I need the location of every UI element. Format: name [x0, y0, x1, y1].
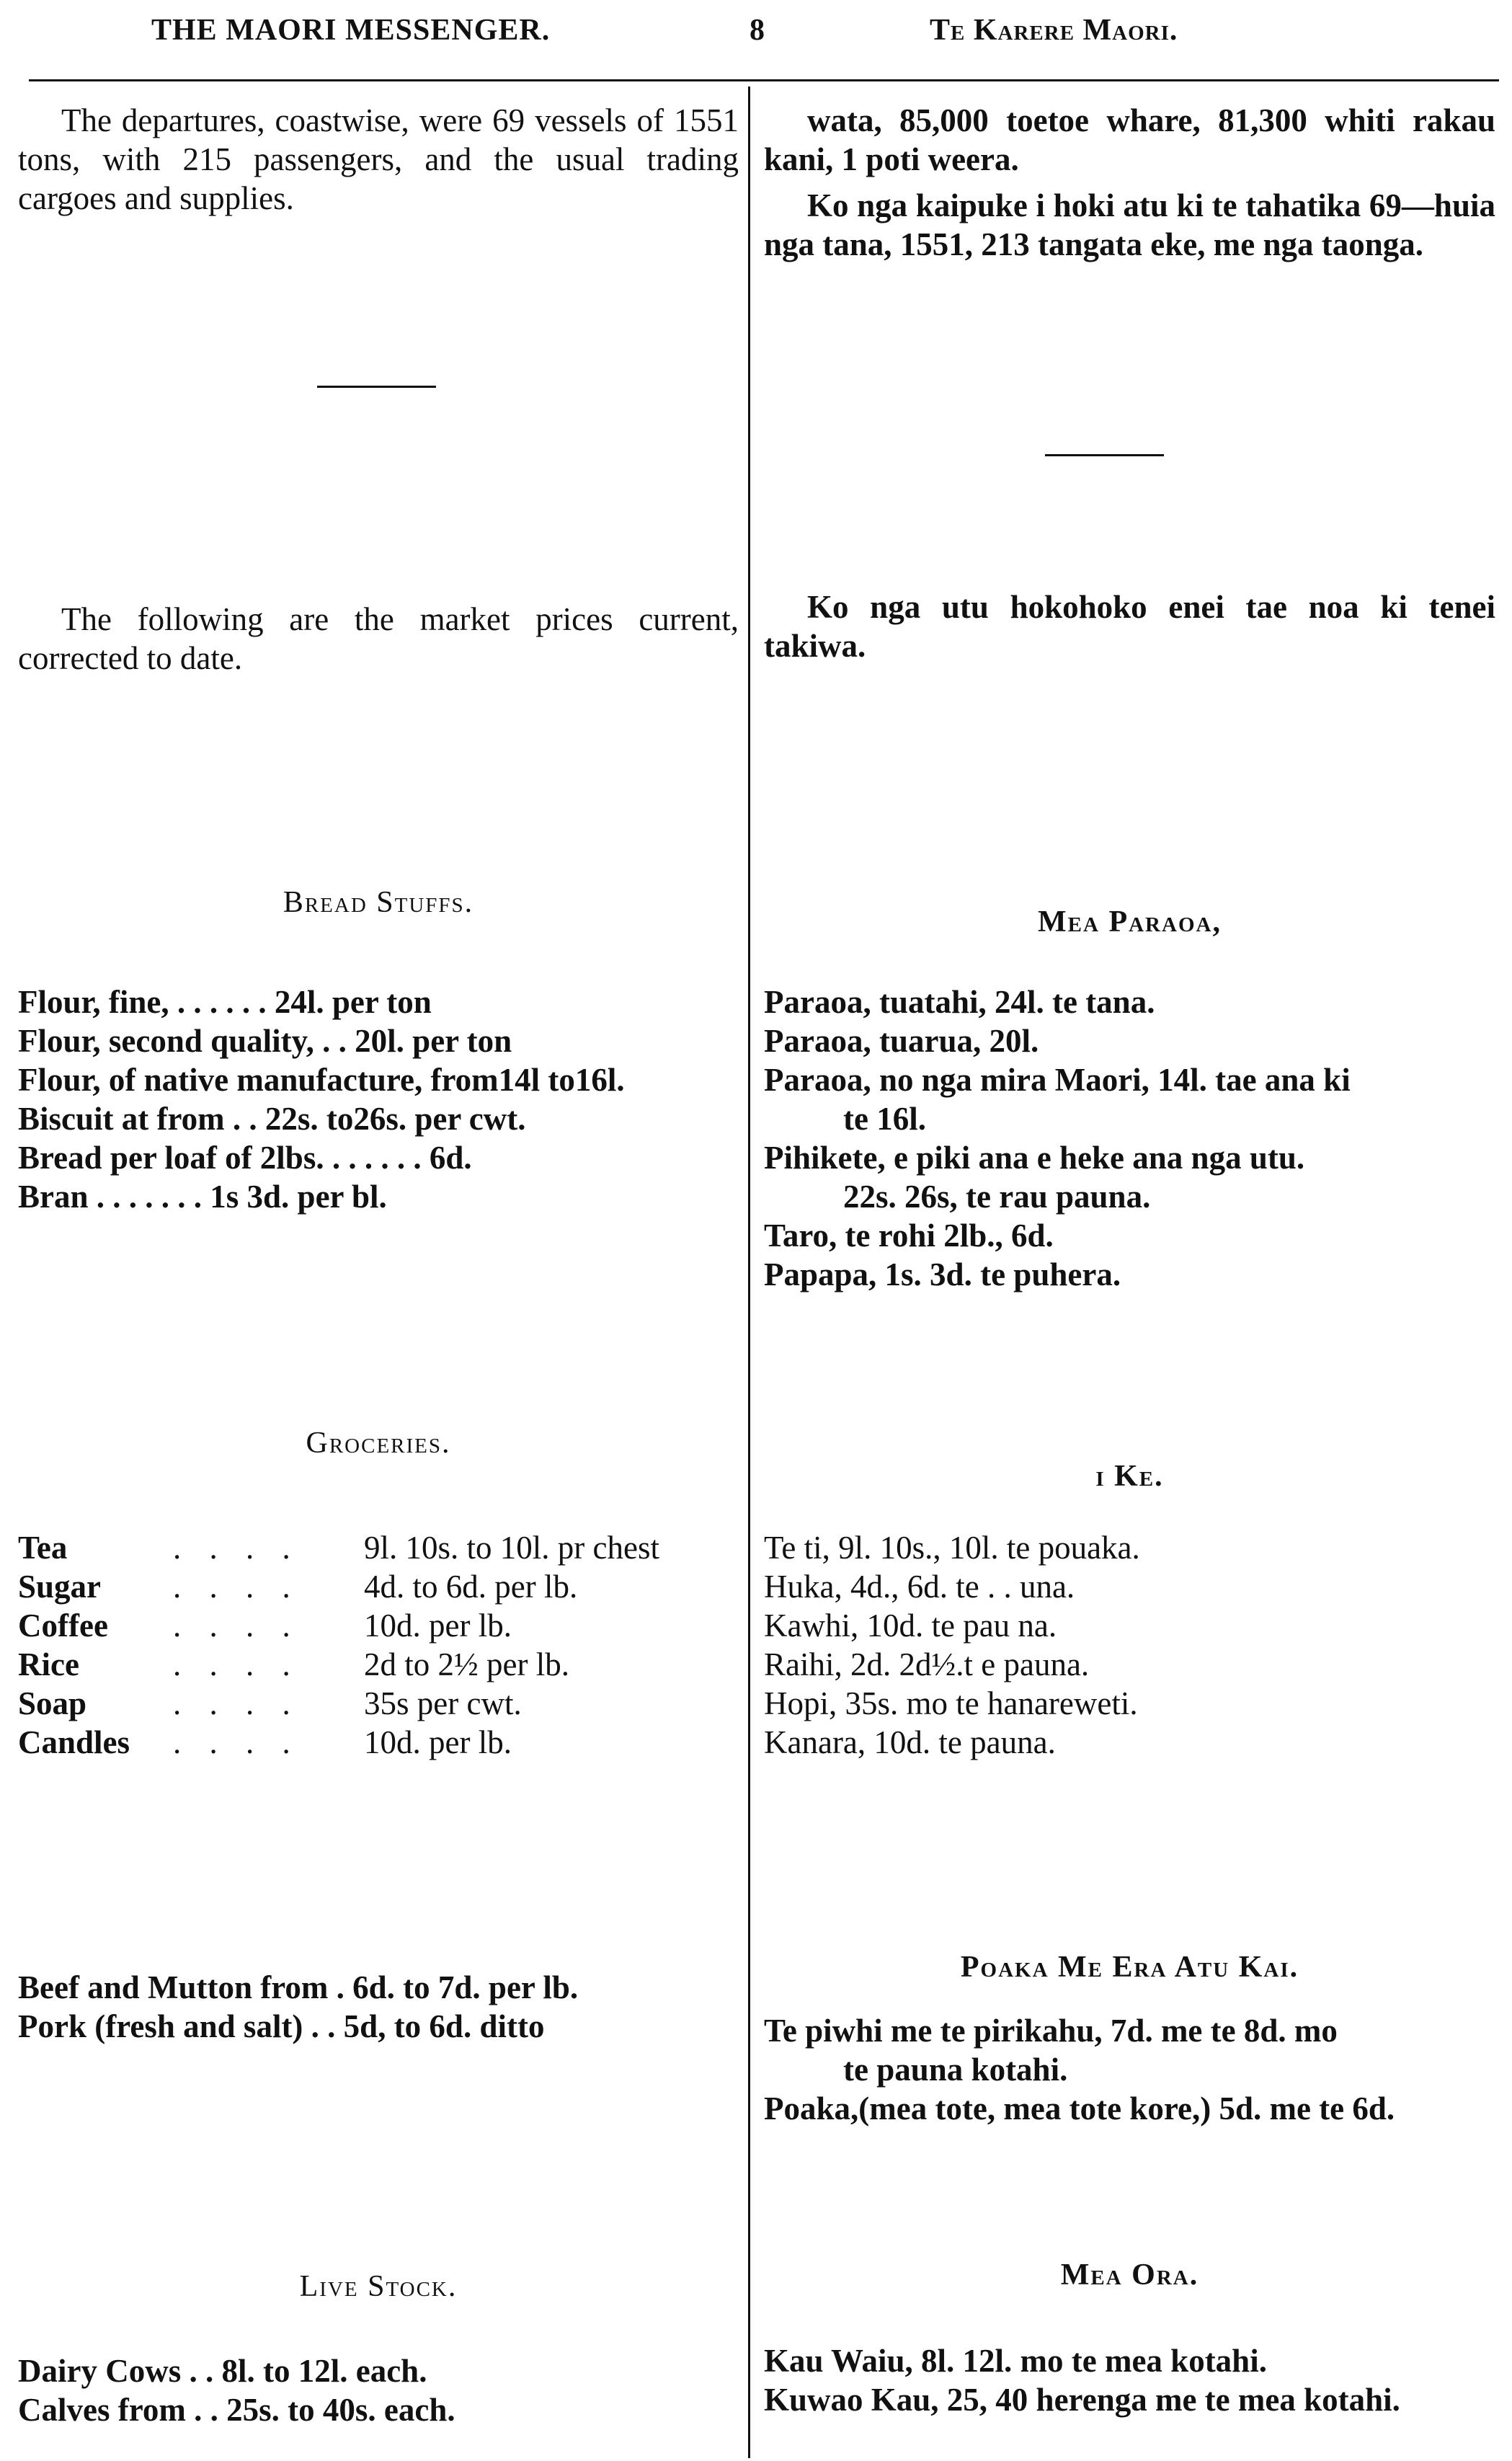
livestock-row-mi: Kuwao Kau, 25, 40 herenga me te mea kotahi. — [764, 2382, 1400, 2418]
grocery-item: Rice — [18, 1646, 79, 1682]
livestock-list-mi — [764, 2341, 1495, 2419]
departures-mi-text-1: wata, 85,000 toetoe whare, 81,300 whiti rakau kani, 1 poti weera. — [764, 102, 1495, 177]
groceries-row — [18, 1684, 739, 1723]
market-intro-mi — [764, 587, 1495, 665]
section-rule — [1045, 454, 1164, 456]
groceries-row — [18, 1528, 739, 1567]
grocery-dots: . . . . — [173, 1569, 301, 1605]
grocery-price: 10d. per lb. — [364, 1608, 512, 1644]
groceries-table-en — [18, 1528, 739, 1762]
groceries-row — [18, 1567, 739, 1606]
bread-title-mi: Mea Paraoa, — [1038, 905, 1222, 939]
grocery-price: 4d. to 6d. per lb. — [364, 1569, 578, 1605]
departures-mi — [764, 101, 1495, 264]
header-right-title: Te Karere Maori. — [930, 14, 1178, 47]
grocery-row-mi: Kanara, 10d. te pauna. — [764, 1724, 1056, 1760]
bread-row-en: Flour, second quality, . . 20l. per ton — [18, 1023, 512, 1059]
bread-row-mi: Paraoa, tuatahi, 24l. te tana. — [764, 984, 1155, 1020]
bread-row-mi: Pihikete, e piki ana e heke ana nga utu. — [764, 1140, 1305, 1176]
grocery-item: Coffee — [18, 1608, 108, 1644]
bread-row-mi: Paraoa, no nga mira Maori, 14l. tae ana ki — [764, 1062, 1351, 1098]
livestock-title-mi: Mea Ora. — [1060, 2258, 1199, 2292]
groceries-row — [18, 1606, 739, 1645]
livestock-list-en — [18, 2351, 739, 2429]
bread-row-mi: te 16l. — [843, 1101, 926, 1137]
market-intro-en — [18, 600, 739, 678]
groceries-title-mi: i Ke. — [1095, 1460, 1164, 1493]
grocery-row-mi: Huka, 4d., 6d. te . . una. — [764, 1569, 1075, 1605]
market-intro-en-text: The following are the market prices current, corrected to date. — [18, 601, 739, 676]
livestock-row-mi: Kau Waiu, 8l. 12l. mo te mea kotahi. — [764, 2343, 1267, 2379]
departures-en — [18, 101, 739, 218]
header-left-title: THE MAORI MESSENGER. — [151, 14, 551, 47]
grocery-item: Sugar — [18, 1569, 102, 1605]
meat-list-en — [18, 1968, 739, 2046]
meat-row-en: Beef and Mutton from . 6d. to 7d. per lb. — [18, 1969, 579, 2005]
bread-row-mi: Taro, te rohi 2lb., 6d. — [764, 1218, 1054, 1254]
bread-row-mi: 22s. 26s, te rau pauna. — [843, 1179, 1151, 1215]
grocery-item: Soap — [18, 1685, 87, 1721]
livestock-title-en: Live Stock. — [299, 2270, 458, 2303]
bread-row-en: Biscuit at from . . 22s. to26s. per cwt. — [18, 1101, 526, 1137]
grocery-price: 10d. per lb. — [364, 1724, 512, 1760]
groceries-row — [18, 1645, 739, 1684]
meat-list-mi — [764, 2011, 1495, 2128]
bread-row-mi: Paraoa, tuarua, 20l. — [764, 1023, 1039, 1059]
grocery-row-mi: Raihi, 2d. 2d½.t e pauna. — [764, 1646, 1090, 1682]
grocery-row-mi: Te ti, 9l. 10s., 10l. te pouaka. — [764, 1530, 1140, 1566]
market-intro-mi-text: Ko nga utu hokohoko enei tae noa ki tenei takiwa. — [764, 589, 1495, 664]
bread-row-mi: Papapa, 1s. 3d. te puhera. — [764, 1256, 1121, 1292]
page-number: 8 — [750, 14, 765, 47]
livestock-row-en: Dairy Cows . . 8l. to 12l. each. — [18, 2353, 427, 2389]
bread-list-mi — [764, 983, 1495, 1294]
bread-row-en: Flour, of native manufacture, from14l to16l. — [18, 1062, 625, 1098]
grocery-row-mi: Kawhi, 10d. te pau na. — [764, 1608, 1057, 1644]
grocery-price: 35s per cwt. — [364, 1685, 522, 1721]
bread-row-en: Bran . . . . . . . 1s 3d. per bl. — [18, 1179, 387, 1215]
grocery-price: 2d to 2½ per lb. — [364, 1646, 569, 1682]
grocery-dots: . . . . — [173, 1530, 301, 1566]
grocery-dots: . . . . — [173, 1646, 301, 1682]
header-rule — [29, 79, 1499, 81]
bread-row-en: Flour, fine, . . . . . . 24l. per ton — [18, 984, 432, 1020]
groceries-title-en: Groceries. — [306, 1427, 451, 1460]
grocery-item: Tea — [18, 1530, 68, 1566]
groceries-list-mi — [764, 1528, 1495, 1762]
livestock-row-en: Calves from . . 25s. to 40s. each. — [18, 2392, 455, 2428]
grocery-dots: . . . . — [173, 1724, 301, 1760]
bread-list-en — [18, 983, 739, 1216]
bread-row-en: Bread per loaf of 2lbs. . . . . . . 6d. — [18, 1140, 472, 1176]
meat-row-mi: te pauna kotahi. — [843, 2052, 1068, 2088]
meat-row-mi: Te piwhi me te pirikahu, 7d. me te 8d. mo — [764, 2013, 1338, 2049]
section-rule — [317, 386, 436, 388]
groceries-row — [18, 1723, 739, 1762]
grocery-dots: . . . . — [173, 1685, 301, 1721]
meat-row-mi: Poaka,(mea tote, mea tote kore,) 5d. me te 6d. — [764, 2090, 1395, 2127]
departures-en-text: The departures, coastwise, were 69 vessels of 1551 tons, with 215 passengers, and the usual trading cargoes and supplies. — [18, 102, 739, 216]
grocery-price: 9l. 10s. to 10l. pr chest — [364, 1530, 659, 1566]
grocery-row-mi: Hopi, 35s. mo te hanareweti. — [764, 1685, 1138, 1721]
meat-title-mi: Poaka Me Era Atu Kai. — [960, 1951, 1299, 1984]
meat-row-en: Pork (fresh and salt) . . 5d, to 6d. ditto — [18, 2008, 545, 2044]
grocery-item: Candles — [18, 1724, 130, 1760]
departures-mi-text-2: Ko nga kaipuke i hoki atu ki te tahatika 69—huia nga tana, 1551, 213 tangata eke, me nga taonga. — [764, 187, 1495, 262]
column-divider — [748, 87, 750, 2458]
bread-title-en: Bread Stuffs. — [283, 886, 474, 919]
grocery-dots: . . . . — [173, 1608, 301, 1644]
